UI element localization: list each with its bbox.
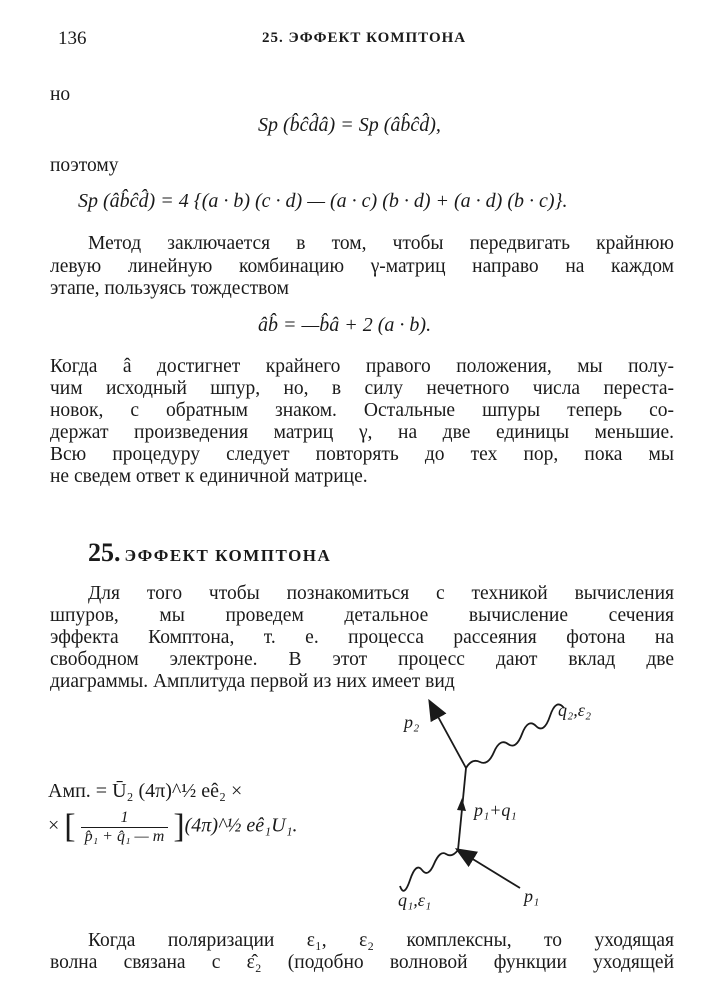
amplitude-line-2: × [ $\frac{1}{\text{p̂₁ + q̂₁ — m}}$ ](4π)^½ eê₁U₁. bbox=[48, 808, 298, 845]
para2-line: Когда â достигнет крайнего правого положения, мы полу- bbox=[50, 356, 674, 377]
equation-3: âb̂ = —b̂â + 2 (a · b). bbox=[258, 314, 432, 336]
amp-times: × bbox=[48, 814, 60, 837]
label-p1-plus-q1: p₁+q₁ bbox=[474, 800, 517, 820]
para2-line: не сведем ответ к единичной матрице. bbox=[50, 466, 368, 487]
para2-line: Всю процедуру следует повторять до тех пор, пока мы bbox=[50, 444, 674, 465]
label-q1-e1: q₁,ε₁ bbox=[398, 890, 432, 910]
para4-line: Когда поляризации ε₁, ε₂ комплексны, то уходящая bbox=[88, 930, 674, 951]
para1-line: этапе, пользуясь тождеством bbox=[50, 278, 289, 299]
page-number: 136 bbox=[58, 28, 87, 49]
para2-line: чим исходный шпур, но, в силу нечетного числа переста- bbox=[50, 378, 674, 399]
para2-line: держат произведения матриц γ, на две единицы меньшие. bbox=[50, 422, 674, 443]
section-number: 25. bbox=[88, 538, 121, 567]
para3-line: диаграммы. Амплитуда первой из них имеет вид bbox=[50, 671, 455, 692]
para4-line: волна связана с ε̂₂ (подобно волновой функции уходящей bbox=[50, 952, 674, 973]
para3-line: Для того чтобы познакомиться с техникой вычисления bbox=[88, 583, 674, 604]
para2-line: новок, с обратным знаком. Остальные шпуры теперь со- bbox=[50, 400, 674, 421]
electron-line-p2 bbox=[430, 702, 466, 768]
section-title: ЭФФЕКТ КОМПТОНА bbox=[124, 546, 332, 565]
propagator-arrow bbox=[457, 798, 466, 811]
feynman-diagram bbox=[380, 690, 680, 920]
label-p1: p₁ bbox=[524, 886, 540, 906]
amp-fraction-denominator: p̂₁ + q̂₁ — m bbox=[84, 827, 165, 845]
para1-line: Метод заключается в том, чтобы передвигать крайнюю bbox=[88, 233, 674, 254]
para1-line: левую линейную комбинацию γ-матриц направо на каждом bbox=[50, 256, 674, 277]
photon-line-q2 bbox=[466, 704, 564, 768]
amp-fraction-numerator: 1 bbox=[81, 809, 169, 828]
running-title: 25. ЭФФЕКТ КОМПТОНА bbox=[262, 30, 467, 46]
label-p2: p₂ bbox=[404, 712, 420, 732]
text-no: но bbox=[50, 84, 71, 105]
amp-rest: (4π)^½ eê₁U₁. bbox=[184, 814, 298, 837]
para3-line: свободном электроне. В этот процесс дают вклад две bbox=[50, 649, 674, 670]
label-q2-e2: q₂,ε₂ bbox=[558, 700, 592, 720]
equation-1: Sp (b̂ĉd̂â) = Sp (âb̂ĉd̂), bbox=[258, 114, 441, 136]
section-heading bbox=[88, 538, 331, 568]
electron-line-p1 bbox=[458, 850, 520, 888]
photon-line-q1 bbox=[400, 850, 458, 891]
amplitude-line-1: Амп. = Ū₂ (4π)^½ eê₂ × bbox=[48, 780, 243, 802]
para3-line: шпуров, мы проведем детальное вычисление сечения bbox=[50, 605, 674, 626]
equation-2: Sp (âb̂ĉd̂) = 4 {(a · b) (c · d) — (a · c) (b · d) + (a · d) (b · c)}. bbox=[78, 190, 568, 212]
text-poetomu: поэтому bbox=[50, 155, 119, 176]
para3-line: эффекта Комптона, т. е. процесса рассеяния фотона на bbox=[50, 627, 674, 648]
